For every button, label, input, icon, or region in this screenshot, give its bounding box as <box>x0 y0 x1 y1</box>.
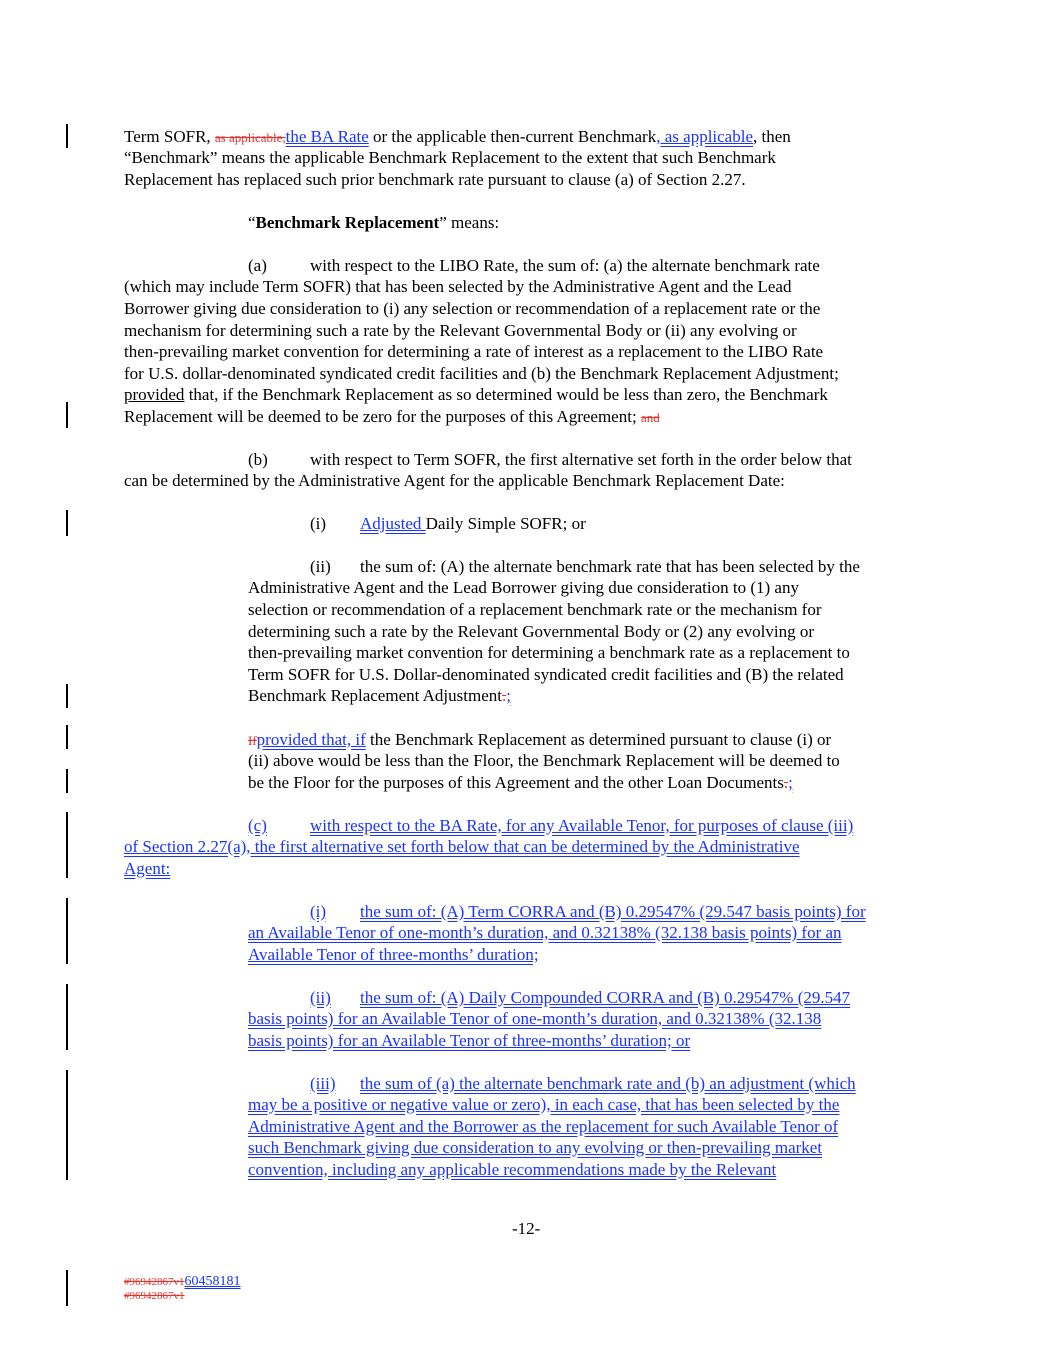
change-bar <box>66 124 68 148</box>
page-number: -12- <box>512 1219 541 1238</box>
change-bar <box>66 402 68 428</box>
clause-b-label: (b) <box>248 450 268 469</box>
doc-id <box>124 1272 241 1290</box>
text-line: selection or recommendation of a replacement benchmark rate or the mechanism for <box>248 600 822 619</box>
subclause-label: (i) <box>310 902 327 921</box>
text-line: can be determined by the Administrative Agent for the applicable Benchmark Replacement Date: <box>124 471 785 490</box>
change-bar <box>66 898 68 964</box>
text-line: determining such a rate by the Relevant Governmental Body or (2) any evolving or <box>248 622 815 641</box>
text-line: (which may include Term SOFR) that has been selected by the Administrative Agent and the Lead <box>124 277 792 296</box>
clause-a-label: (a) <box>248 256 267 275</box>
inserted-text: Agent: <box>124 859 171 878</box>
deleted-text: If <box>248 733 257 748</box>
text-line: Replacement will be deemed to be zero for the purposes of this Agreement; and <box>124 407 660 426</box>
inserted-text: the BA Rate <box>285 127 369 146</box>
inserted-text: , as applicable <box>656 127 753 146</box>
text-line: be the Floor for the purposes of this Agreement and the other Loan Documents.; <box>248 773 793 792</box>
subclause-label: (ii) <box>310 557 331 576</box>
text-line: Replacement has replaced such prior benchmark rate pursuant to clause (a) of Section 2.27. <box>124 170 746 189</box>
text-line: Adjusted Daily Simple SOFR; or <box>360 514 586 533</box>
deleted-text: as applicable, <box>214 130 286 145</box>
subclause-label: (iii) <box>310 1074 336 1093</box>
inserted-text: ; <box>788 773 793 792</box>
change-bar <box>66 510 68 536</box>
inserted-text: provided that, if <box>256 730 366 749</box>
defined-term: Benchmark Replacement <box>255 213 440 232</box>
deleted-text: . <box>502 686 507 705</box>
definition-heading: “Benchmark Replacement” means: <box>248 213 500 232</box>
text-line: mechanism for determining such a rate by the Relevant Governmental Body or (ii) any evolving or <box>124 321 797 340</box>
change-bar <box>66 725 68 749</box>
inserted-text: Adjusted <box>360 514 426 533</box>
text-line: with respect to Term SOFR, the first alternative set forth in the order below that <box>310 450 852 469</box>
inserted-text: Administrative Agent and the Borrower as the replacement for such Available Tenor of <box>248 1117 839 1136</box>
text-line: Borrower giving due consideration to (i) any selection or recommendation of a replacement rate or the <box>124 299 821 318</box>
clause-c-label: (c) <box>248 816 267 835</box>
inserted-text: the sum of: (A) Daily Compounded CORRA and (B) 0.29547% (29.547 <box>360 988 851 1007</box>
inserted-text: convention, including any applicable recommendations made by the Relevant <box>248 1160 777 1179</box>
text-line: Term SOFR for U.S. Dollar-denominated syndicated credit facilities and (B) the related <box>248 665 844 684</box>
subclause-label: (i) <box>310 514 327 533</box>
text-line: the sum of: (A) the alternate benchmark rate that has been selected by the <box>360 557 860 576</box>
inserted-text: Available Tenor of three-months’ duration; <box>248 945 539 964</box>
deleted-text: #96942867v1 <box>124 1276 185 1288</box>
text-line: Administrative Agent and the Lead Borrower giving due consideration to (1) any <box>248 578 799 597</box>
deleted-text: . <box>783 773 789 792</box>
change-bar <box>66 684 68 708</box>
deleted-text: and <box>640 410 660 425</box>
inserted-text: basis points) for an Available Tenor of one-month’s duration, and 0.32138% (32.138 <box>248 1009 822 1028</box>
text-line: then-prevailing market convention for determining a benchmark rate as a replacement to <box>248 643 850 662</box>
text-line: Benchmark Replacement Adjustment.; <box>248 686 511 705</box>
inserted-text: ; <box>506 686 511 705</box>
text-line: (ii) above would be less than the Floor, the Benchmark Replacement will be deemed to <box>248 751 840 770</box>
inserted-text: with respect to the BA Rate, for any Available Tenor, for purposes of clause (iii) <box>310 816 854 835</box>
inserted-text: the sum of: (A) Term CORRA and (B) 0.29547% (29.547 basis points) for <box>360 902 866 921</box>
inserted-text: basis points) for an Available Tenor of three-months’ duration; or <box>248 1031 691 1050</box>
subclause-label: (ii) <box>310 988 331 1007</box>
change-bar <box>66 812 68 878</box>
change-bar <box>66 1270 68 1306</box>
text-line: Ifprovided that, if the Benchmark Replacement as determined pursuant to clause (i) or <box>248 730 832 749</box>
text-line: Term SOFR, as applicable,the BA Rate or the applicable then-current Benchmark, as applicable, then <box>124 127 791 146</box>
inserted-text: 60458181 <box>184 1274 241 1289</box>
text-line: provided that, if the Benchmark Replacement as so determined would be less than zero, the Benchmark <box>124 385 828 404</box>
change-bar <box>66 984 68 1050</box>
inserted-text: such Benchmark giving due consideration to any evolving or then-prevailing market <box>248 1138 823 1157</box>
text-line: “Benchmark” means the applicable Benchmark Replacement to the extent that such Benchmark <box>124 148 776 167</box>
text-line: with respect to the LIBO Rate, the sum of: (a) the alternate benchmark rate <box>310 256 820 275</box>
change-bar <box>66 1070 68 1180</box>
inserted-text: the sum of (a) the alternate benchmark rate and (b) an adjustment (which <box>360 1074 856 1093</box>
text-line: then-prevailing market convention for determining a rate of interest as a replacement to the LIBO Rate <box>124 342 824 361</box>
inserted-text: of Section 2.27(a), the first alternative set forth below that can be determined by the Administrative <box>124 837 800 856</box>
text-line: for U.S. dollar-denominated syndicated credit facilities and (b) the Benchmark Replacement Adjustment; <box>124 364 839 383</box>
change-bar <box>66 769 68 793</box>
inserted-text: may be a positive or negative value or zero), in each case, that has been selected by the <box>248 1095 840 1114</box>
doc-id-deleted: #96942867v1 <box>124 1290 185 1302</box>
inserted-text: an Available Tenor of one-month’s duration, and 0.32138% (32.138 basis points) for an <box>248 923 842 942</box>
